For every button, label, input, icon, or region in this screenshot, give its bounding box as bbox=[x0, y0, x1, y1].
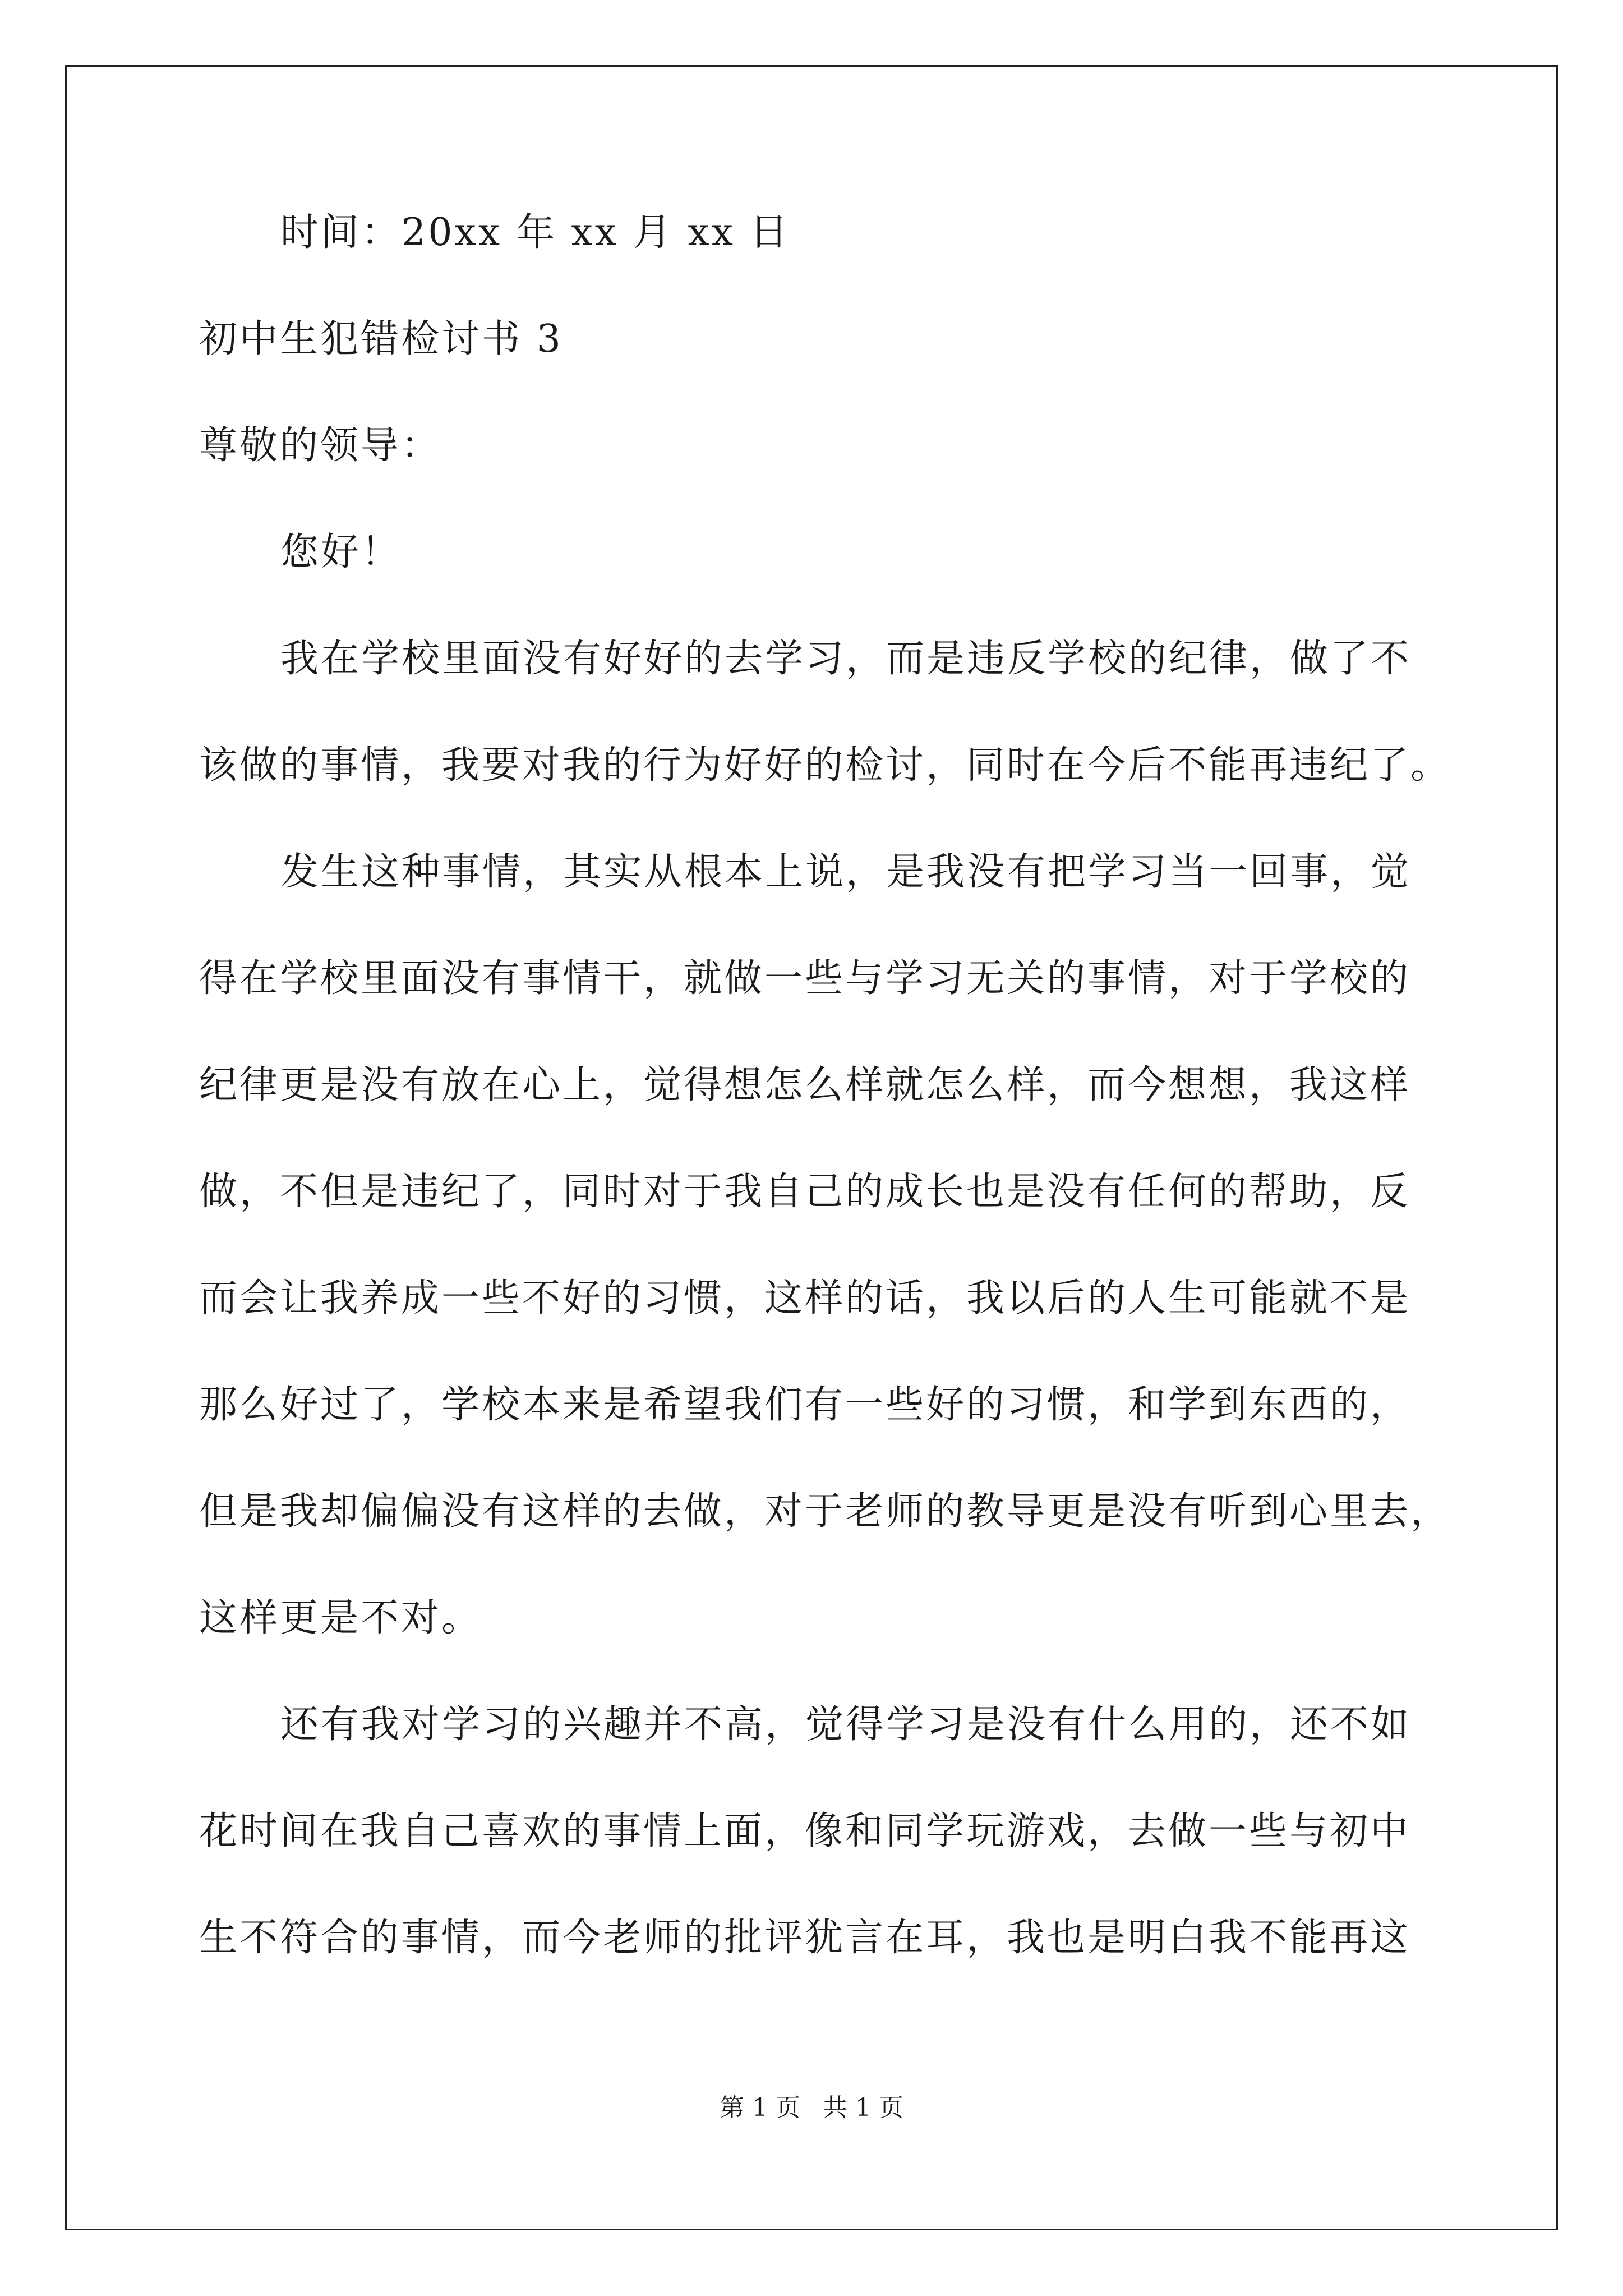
page-number-total: 共 1 页 bbox=[823, 2093, 903, 2122]
document-body bbox=[199, 208, 1451, 2019]
body-line: 这样更是不对。 bbox=[199, 1596, 482, 1640]
greeting: 您好！ bbox=[280, 530, 402, 574]
document-title: 初中生犯错检讨书 3 bbox=[199, 317, 563, 361]
page-number-current: 第 1 页 bbox=[720, 2093, 800, 2122]
body-line: 而会让我养成一些不好的习惯，这样的话，我以后的人生可能就不是 bbox=[199, 1276, 1411, 1320]
body-line: 但是我却偏偏没有这样的去做，对于老师的教导更是没有听到心里去， bbox=[199, 1489, 1451, 1534]
body-paragraphs bbox=[199, 634, 1451, 1963]
body-line: 还有我对学习的兴趣并不高，觉得学习是没有什么用的，还不如 bbox=[280, 1703, 1412, 1747]
salutation: 尊敬的领导： bbox=[199, 424, 442, 468]
body-line: 花时间在我自己喜欢的事情上面，像和同学玩游戏，去做一些与初中 bbox=[199, 1809, 1411, 1853]
page-footer bbox=[0, 2091, 1623, 2125]
body-line: 发生这种事情，其实从根本上说，是我没有把学习当一回事，觉 bbox=[280, 850, 1412, 894]
body-line: 得在学校里面没有事情干，就做一些与学习无关的事情，对于学校的 bbox=[199, 956, 1411, 1001]
body-line: 生不符合的事情，而今老师的批评犹言在耳，我也是明白我不能再这 bbox=[199, 1916, 1411, 1960]
body-line: 做，不但是违纪了，同时对于我自己的成长也是没有任何的帮助，反 bbox=[199, 1170, 1411, 1214]
body-line: 那么好过了，学校本来是希望我们有一些好的习惯，和学到东西的， bbox=[199, 1383, 1411, 1427]
body-line: 纪律更是没有放在心上，觉得想怎么样就怎么样，而今想想，我这样 bbox=[199, 1063, 1411, 1107]
body-line: 该做的事情，我要对我的行为好好的检讨，同时在今后不能再违纪了。 bbox=[199, 743, 1451, 788]
body-line: 我在学校里面没有好好的去学习，而是违反学校的纪律，做了不 bbox=[280, 637, 1412, 681]
date-line: 时间：20xx 年 xx 月 xx 日 bbox=[280, 210, 790, 255]
